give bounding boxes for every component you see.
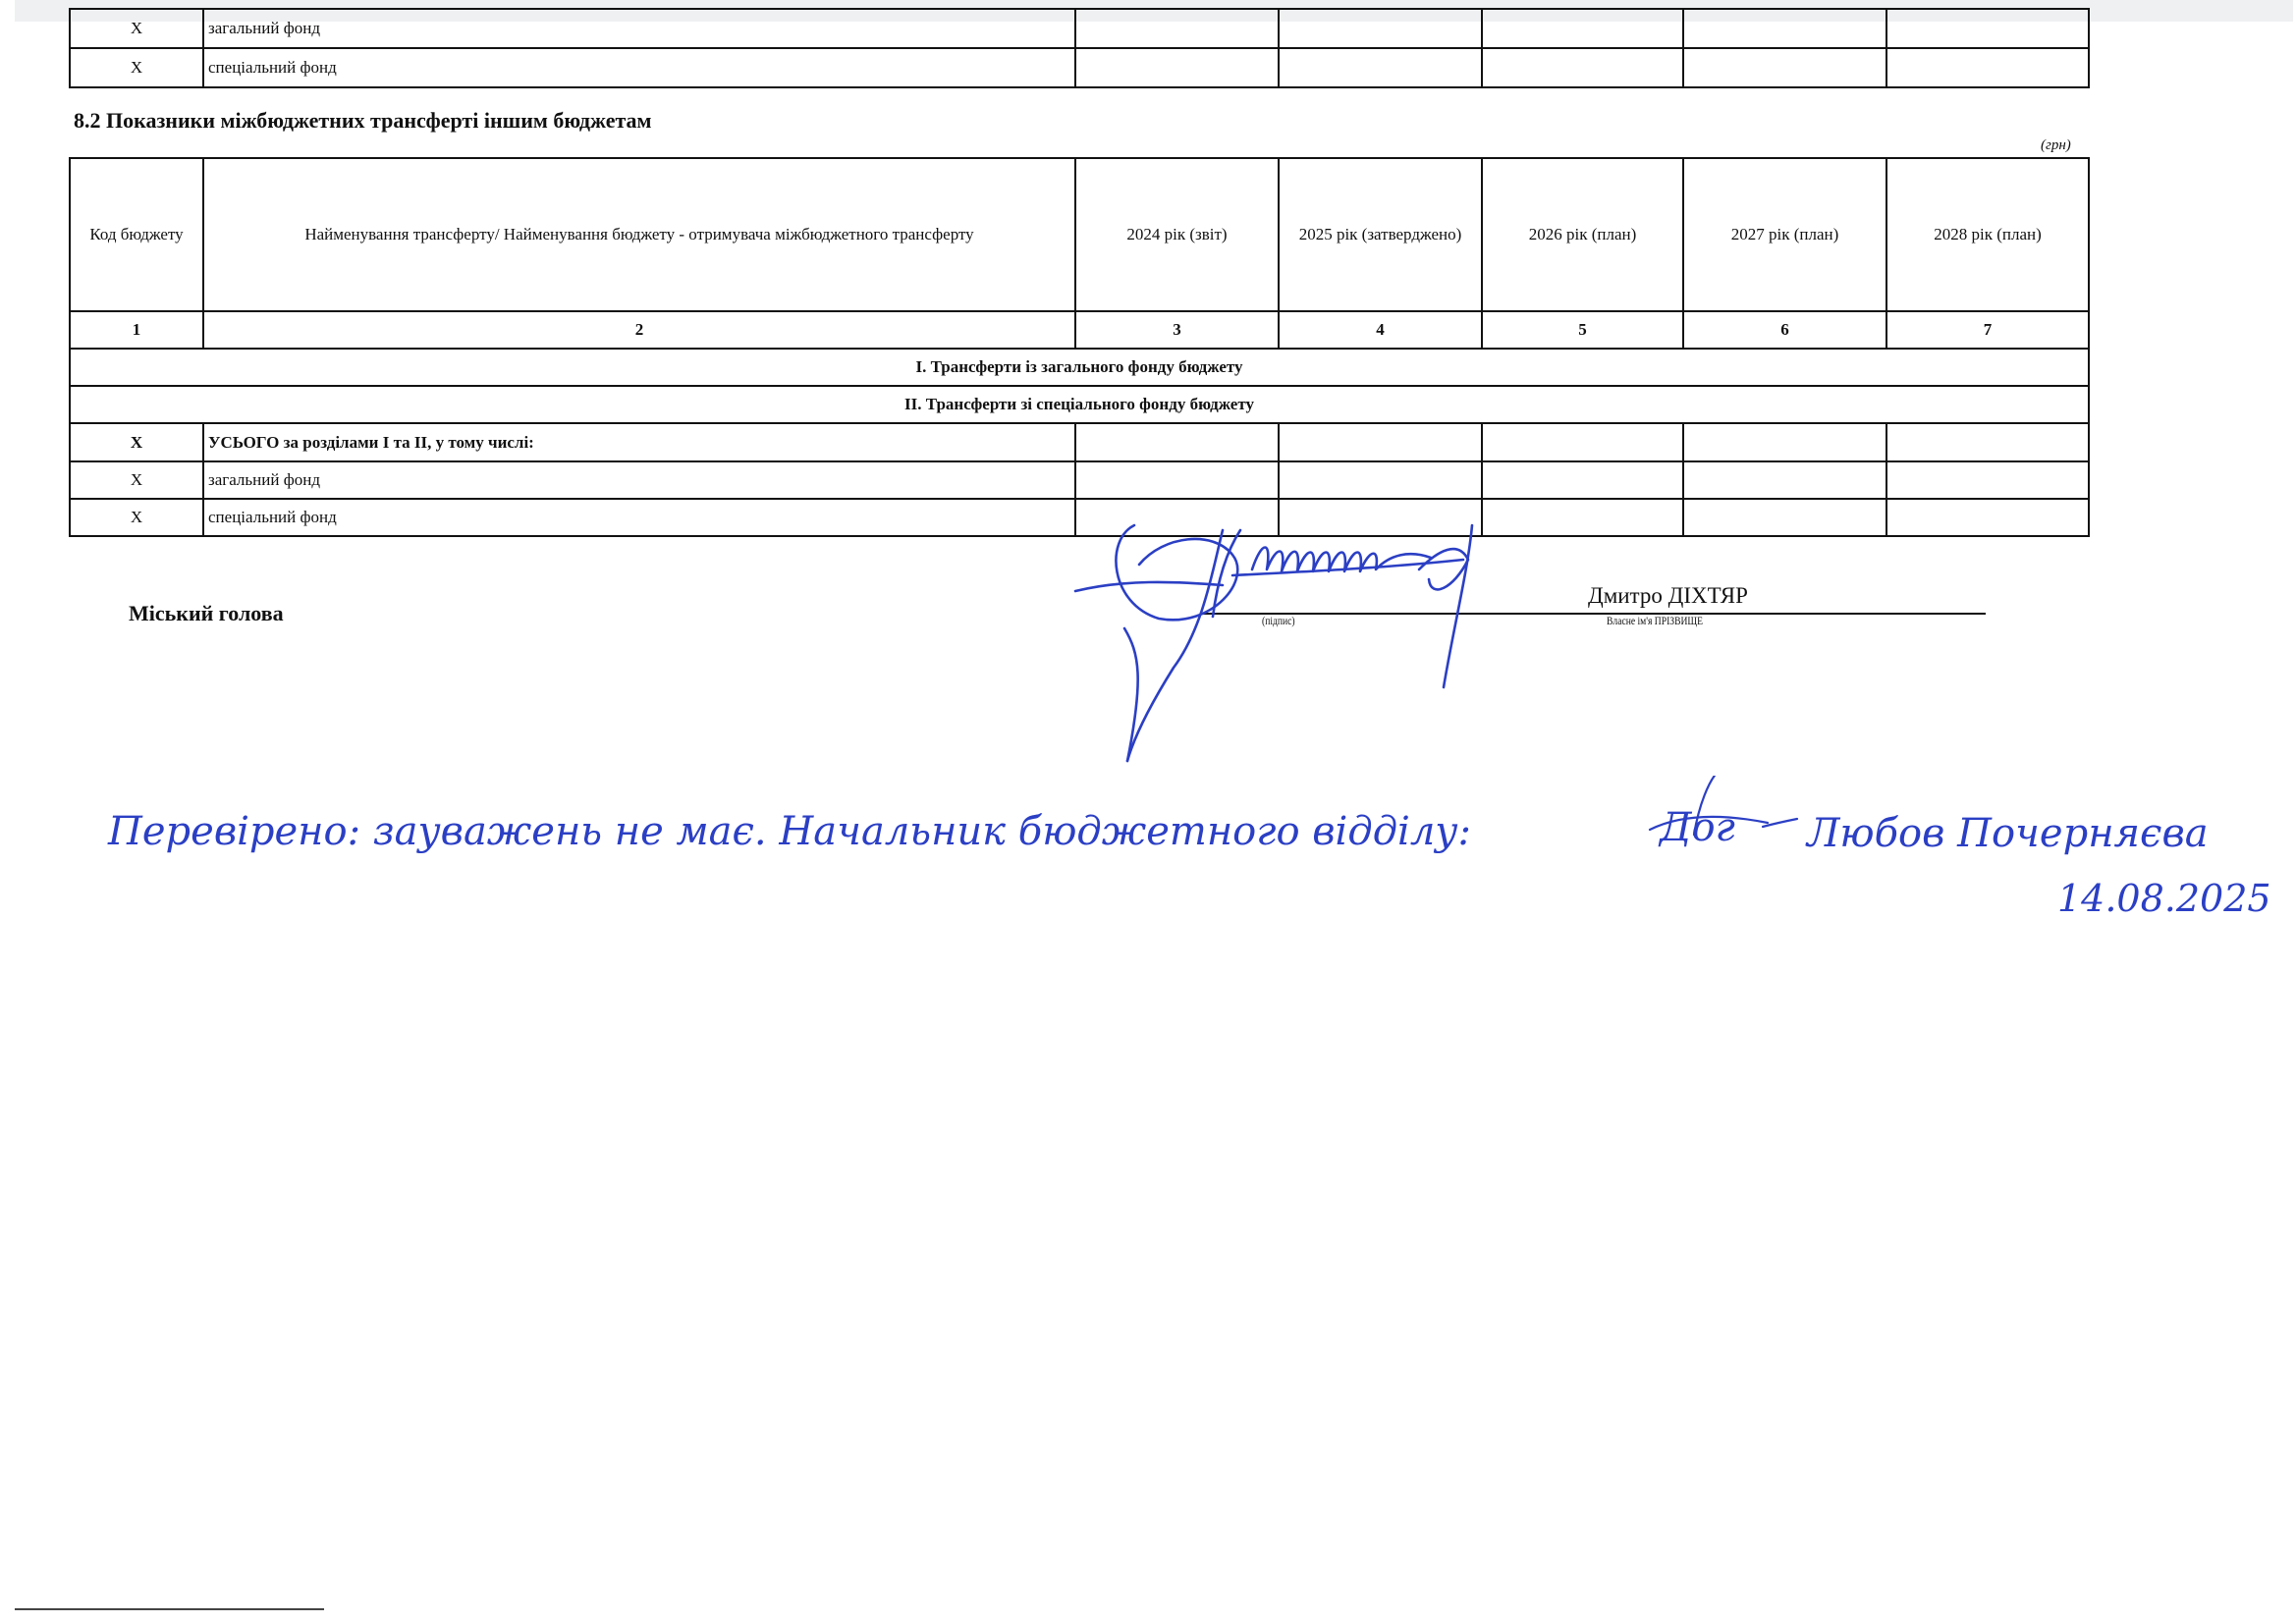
header-cell: 2027 рік (план) [1683, 158, 1886, 311]
code-cell: X [70, 423, 203, 461]
value-cell [1886, 461, 2089, 499]
section-row [70, 386, 2089, 423]
value-cell [1075, 461, 1279, 499]
header-cell: Код бюджету [70, 158, 203, 311]
section-row [70, 349, 2089, 386]
top-table [69, 8, 2090, 88]
code-cell: X [70, 48, 203, 87]
caption-signature: (підпис) [1262, 614, 1295, 627]
header-row [70, 158, 2089, 311]
value-cell [1279, 48, 1482, 87]
table-row [70, 423, 2089, 461]
section-heading-2: II. Трансферти зі спеціального фонду бюджету [70, 386, 2089, 423]
value-cell [1075, 9, 1279, 48]
column-number: 6 [1683, 311, 1886, 349]
table-row [70, 48, 2089, 87]
section-heading-1: I. Трансферти із загального фонду бюджету [70, 349, 2089, 386]
name-cell: загальний фонд [203, 461, 1075, 499]
column-number: 1 [70, 311, 203, 349]
code-cell: X [70, 499, 203, 536]
column-number: 4 [1279, 311, 1482, 349]
name-cell: загальний фонд [203, 9, 1075, 48]
value-cell [1886, 423, 2089, 461]
header-cell: 2025 рік (затверджено) [1279, 158, 1482, 311]
column-number: 3 [1075, 311, 1279, 349]
value-cell [1683, 499, 1886, 536]
caption-name: Власне ім'я ПРІЗВИЩЕ [1607, 614, 1703, 627]
header-cell: 2026 рік (план) [1482, 158, 1683, 311]
column-number: 5 [1482, 311, 1683, 349]
position-title: Міський голова [129, 601, 284, 625]
handwritten-verification-note [98, 776, 2288, 933]
name-cell: УСЬОГО за розділами I та II, у тому числі: [203, 423, 1075, 461]
value-cell [1886, 9, 2089, 48]
value-cell [1886, 48, 2089, 87]
handwritten-line: Перевірено: зауважень не має. Начальник бюджетного відділу: [108, 809, 1471, 854]
handwritten-initials: Дог [1660, 805, 1735, 850]
column-number-row [70, 311, 2089, 349]
value-cell [1482, 423, 1683, 461]
handwritten-signature [1066, 511, 1576, 776]
value-cell [1482, 461, 1683, 499]
transfer-table [69, 157, 2090, 537]
value-cell [1075, 48, 1279, 87]
value-cell [1279, 423, 1482, 461]
value-cell [1683, 461, 1886, 499]
handwritten-name: Любов Почерняєва [1807, 811, 2209, 856]
value-cell [1075, 423, 1279, 461]
code-cell: X [70, 461, 203, 499]
value-cell [1683, 9, 1886, 48]
header-cell: Найменування трансферту/ Найменування бюджету - отримувача міжбюджетного трансферту [203, 158, 1075, 311]
value-cell [1482, 48, 1683, 87]
unit-label: (грн) [2041, 137, 2071, 153]
value-cell [1279, 9, 1482, 48]
handwritten-date: 14.08.2025 [2057, 877, 2271, 920]
name-cell: спеціальний фонд [203, 499, 1075, 536]
value-cell [1482, 9, 1683, 48]
column-number: 2 [203, 311, 1075, 349]
header-cell: 2024 рік (звіт) [1075, 158, 1279, 311]
value-cell [1683, 48, 1886, 87]
table-row [70, 461, 2089, 499]
header-cell: 2028 рік (план) [1886, 158, 2089, 311]
section-title: 8.2 Показники міжбюджетних трансферті іншим бюджетам [74, 108, 652, 133]
name-cell: спеціальний фонд [203, 48, 1075, 87]
table-row [70, 9, 2089, 48]
code-cell: X [70, 9, 203, 48]
value-cell [1886, 499, 2089, 536]
footer-rule [15, 1608, 324, 1610]
column-number: 7 [1886, 311, 2089, 349]
value-cell [1279, 461, 1482, 499]
signer-name: Дмитро ДІХТЯР [1588, 583, 1748, 608]
value-cell [1683, 423, 1886, 461]
